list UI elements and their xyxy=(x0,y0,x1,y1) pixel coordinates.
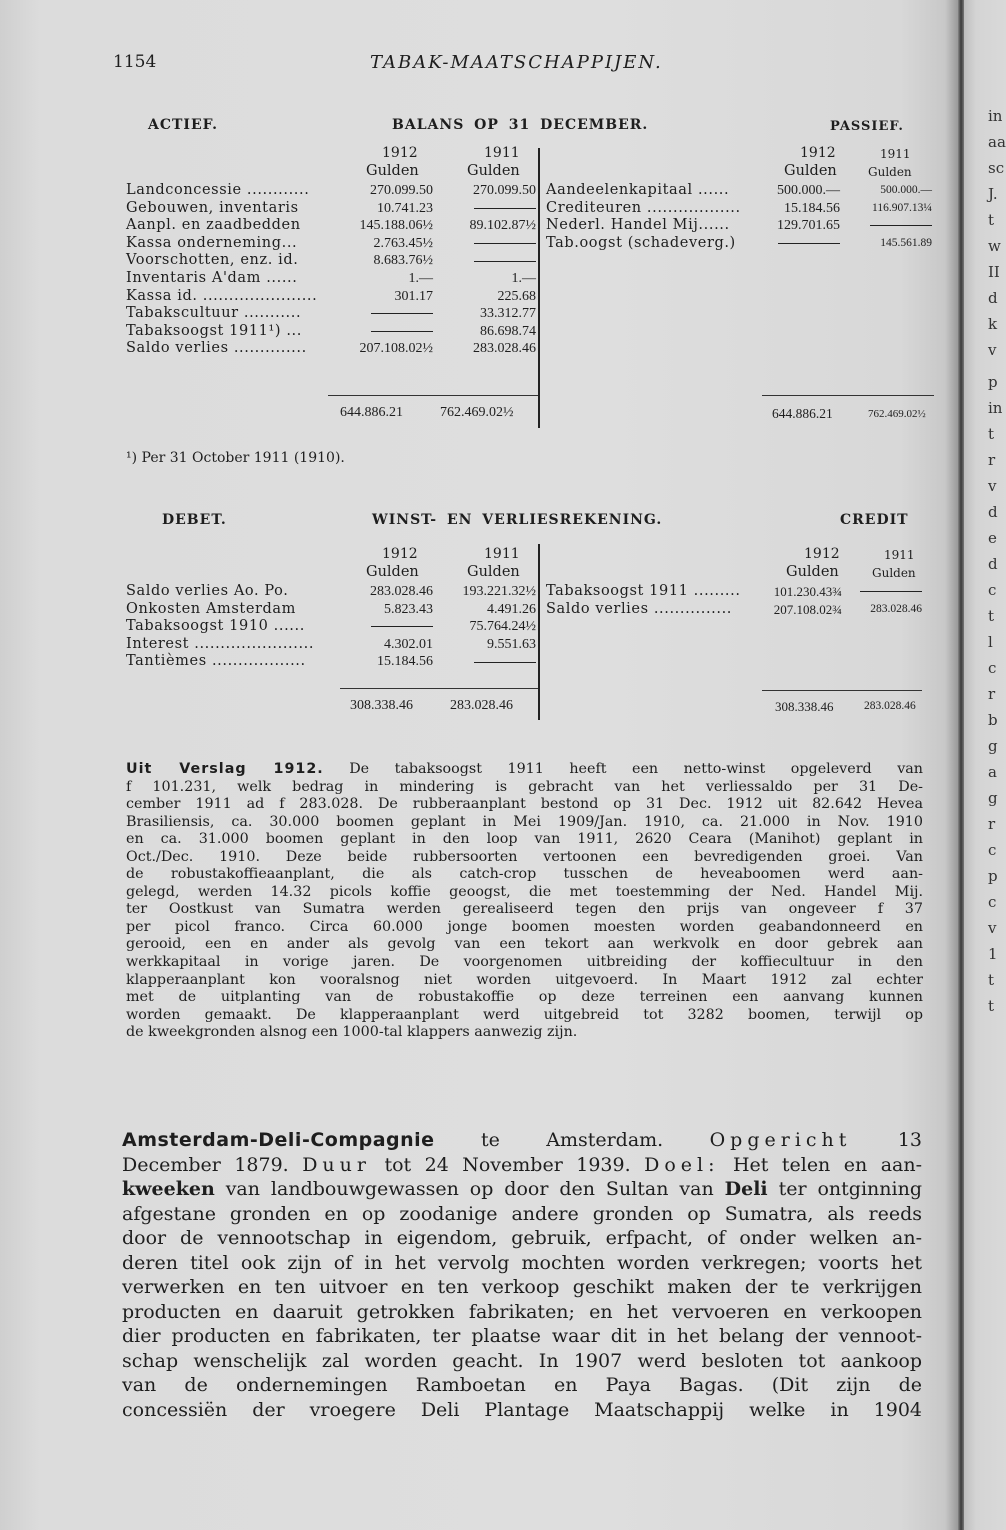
table-row: Kassa onderneming... 2.763.45½ xyxy=(126,235,536,253)
text-line: schap wenschelijk zal worden geacht. In 1907 werd besloten tot aankoop xyxy=(122,1349,922,1372)
running-title: TABAK-MAATSCHAPPIJEN. xyxy=(370,52,663,73)
text-line: ter Oostkust van Sumatra werden gerealiseerd tegen den prijs van ongeveer f 37 xyxy=(126,901,923,918)
text-line: klapperaanplant kon vooralsnog niet worden uitgevoerd. In Maart 1912 zal echter xyxy=(126,971,923,988)
text-line: dier producten en fabrikaten, ter plaatse waar dit in het belang der vennoot- xyxy=(122,1325,922,1347)
text-line: deren titel ook zijn of in het vervolg mochten worden verkregen; voorts het xyxy=(122,1251,922,1274)
text-line: door de vennootschap in eigendom, gebruik, erfpacht, of onder welken an- xyxy=(122,1227,922,1249)
adjacent-text-fragment: t xyxy=(988,971,995,989)
credit-table xyxy=(546,583,922,618)
text-line: gerooid, een en ander als gevolg van een tekort aan werkvolk en door gebrek aan xyxy=(126,936,923,953)
adjacent-text-fragment: II xyxy=(988,263,1000,281)
text-line: producten en daaruit getrokken fabrikaten; en het vervoeren en verkoopen xyxy=(122,1300,922,1323)
page-number: 1154 xyxy=(113,52,157,72)
text-line: werkkapitaal in vorige jaren. De voorgenomen uitbreiding der koffiecultuur in den xyxy=(126,954,923,971)
adjacent-text-fragment: sc xyxy=(988,159,1005,177)
text-line: Uit Verslag 1912. De tabaksoogst 1911 heeft een netto-winst opgeleverd van xyxy=(126,761,923,777)
adjacent-text-fragment: p xyxy=(988,373,998,391)
table-row: Aandeelenkapitaal ...... 500.000.— 500.000.— xyxy=(546,182,932,198)
table-row: Tabaksoogst 1911¹) ... 86.698.74 xyxy=(126,322,536,339)
table-row: Kassa id. ...................... 301.17 225.68 xyxy=(126,287,536,304)
credit-heading: CREDIT xyxy=(840,512,909,528)
text-line: Amsterdam-Deli-Compagnie te Amsterdam. Opgericht 13 xyxy=(122,1129,922,1151)
table-row: Crediteuren .................. 15.184.56 116.907.13¼ xyxy=(546,199,932,216)
nil-dash xyxy=(371,331,433,332)
col-unit: Gulden xyxy=(786,564,839,580)
col-year-1911: 1911 xyxy=(880,147,911,161)
adjacent-text-fragment: k xyxy=(988,315,998,333)
table-row: Tantièmes .................. 15.184.56 xyxy=(126,653,536,671)
adjacent-text-fragment: t xyxy=(988,997,995,1015)
nil-dash xyxy=(474,662,536,663)
adjacent-text-fragment: r xyxy=(988,685,996,703)
adjacent-text-fragment: c xyxy=(988,893,997,911)
adjacent-text-fragment: g xyxy=(988,789,998,807)
table-row: Tab.oogst (schadeverg.) 145.561.89 xyxy=(546,234,932,251)
passief-heading: PASSIEF. xyxy=(830,119,904,134)
text-line: gelegd, werden 14.32 picols koffie geoogst, die met toestemming der Ned. Handel Mij. xyxy=(126,883,923,900)
text-line: verwerken en ten uitvoer en ten verkoop geschikt maken der te verkrijgen xyxy=(122,1276,922,1298)
text-line: de kweekgronden alsnog een 1000-tal klappers aanwezig zijn. xyxy=(126,1024,578,1041)
adjacent-text-fragment: e xyxy=(988,529,997,547)
col-year-1911: 1911 xyxy=(884,548,915,562)
table-row: Saldo verlies ............... 207.108.02¾ 283.028.46 xyxy=(546,600,922,617)
text-line: van de ondernemingen Ramboetan en Paya Bagas. (Dit zijn de xyxy=(122,1374,922,1396)
table-row: Tabaksoogst 1911 ......... 101.230.43¾ xyxy=(546,583,922,601)
credit-total-1912: 308.338.46 xyxy=(775,699,834,714)
adjacent-text-fragment: t xyxy=(988,607,995,625)
adjacent-text-fragment: g xyxy=(988,737,998,755)
actief-total-1912: 644.886.21 xyxy=(340,405,403,420)
adjacent-text-fragment: d xyxy=(988,503,998,521)
col-year-1912: 1912 xyxy=(382,546,418,562)
table-row: Saldo verlies Ao. Po. 283.028.46 193.221.32½ xyxy=(126,583,536,599)
text-line: December 1879. Duur tot 24 November 1939. Doel: Het telen en aan- xyxy=(122,1153,923,1176)
table-row: Inventaris A'dam ...... 1.— 1.— xyxy=(126,269,536,286)
col-unit: Gulden xyxy=(784,163,837,179)
table-row: Saldo verlies .............. 207.108.02½ 283.028.46 xyxy=(126,340,536,357)
nil-dash xyxy=(474,243,536,244)
adjacent-text-fragment: J. xyxy=(988,185,998,203)
adjacent-text-fragment: b xyxy=(988,711,998,729)
adjacent-text-fragment: in xyxy=(988,107,1003,125)
credit-total-1911: 283.028.46 xyxy=(864,700,916,712)
total-rule xyxy=(328,395,538,396)
col-unit: Gulden xyxy=(868,165,912,179)
debet-total-1911: 283.028.46 xyxy=(450,698,513,713)
text-line: kweeken van landbouwgewassen op door den Sultan van Deli ter ontginning xyxy=(122,1178,922,1200)
adjacent-page-edge xyxy=(964,0,1006,1530)
col-unit: Gulden xyxy=(366,564,419,580)
column-divider xyxy=(538,544,540,720)
adjacent-text-fragment: c xyxy=(988,841,997,859)
balans-heading: BALANS OP 31 DECEMBER. xyxy=(392,117,649,133)
adjacent-text-fragment: d xyxy=(988,289,998,307)
adjacent-text-fragment: a xyxy=(988,763,997,781)
text-line: Brasiliensis, ca. 30.000 boomen geplant in Mei 1909/Jan. 1910, ca. 21.000 in Nov. 1910 xyxy=(126,813,923,830)
col-year-1912: 1912 xyxy=(382,145,418,161)
nil-dash xyxy=(778,243,840,244)
nil-dash xyxy=(474,261,536,262)
text-line: worden gemaakt. De klapperaanplant werd uitgebreid tot 3282 boomen, terwijl op xyxy=(126,1006,923,1023)
company-name: Amsterdam-Deli-Compagnie xyxy=(122,1129,435,1151)
debet-heading: DEBET. xyxy=(162,512,227,528)
adjacent-text-fragment: v xyxy=(988,477,997,495)
adjacent-text-fragment: 1 xyxy=(988,945,998,963)
total-rule xyxy=(762,690,922,691)
col-year-1912: 1912 xyxy=(804,546,840,562)
col-year-1911: 1911 xyxy=(484,546,520,562)
text-line: de robustakoffieaanplant, die als catch-crop tusschen de heveaboomen werd aan- xyxy=(126,866,923,883)
adjacent-text-fragment: t xyxy=(988,211,995,229)
verslag-lead: Uit Verslag 1912. xyxy=(126,761,324,777)
col-year-1912: 1912 xyxy=(800,145,836,161)
winst-verlies-heading: WINST- EN VERLIESREKENING. xyxy=(372,512,663,528)
debet-total-1912: 308.338.46 xyxy=(350,698,413,713)
adjacent-text-fragment: aa xyxy=(988,133,1006,151)
passief-total-1911: 762.469.02½ xyxy=(868,408,926,420)
col-unit: Gulden xyxy=(467,564,520,580)
passief-table xyxy=(546,182,932,252)
table-row: Nederl. Handel Mij...... 129.701.65 xyxy=(546,217,932,235)
text-line: Oct./Dec. 1910. Deze beide rubbersoorten vertoonen een bevredigenden groei. Van xyxy=(126,848,923,865)
table-row: Voorschotten, enz. id. 8.683.76½ xyxy=(126,252,536,270)
debet-table xyxy=(126,583,536,671)
text-line: cember 1911 ad f 283.028. De rubberaanplant bestond op 31 Dec. 1912 uit 82.642 Hevea xyxy=(126,796,923,813)
text-line: concessiën der vroegere Deli Plantage Maatschappij welke in 1904 xyxy=(122,1398,922,1421)
nil-dash xyxy=(371,313,433,314)
company-entry xyxy=(122,1128,922,1422)
actief-table xyxy=(126,182,536,358)
adjacent-text-fragment: c xyxy=(988,581,997,599)
nil-dash xyxy=(474,208,536,209)
text-line: met de uitplanting van de robustakoffie op deze terreinen een aanvang kunnen xyxy=(126,989,923,1006)
adjacent-text-fragment: v xyxy=(988,341,997,359)
adjacent-text-fragment: c xyxy=(988,659,997,677)
text-line: en ca. 31.000 boomen geplant in den loop van 1911, 2620 Ceara (Manihot) geplant in xyxy=(126,831,923,848)
adjacent-text-fragment: l xyxy=(988,633,993,651)
nil-dash xyxy=(860,591,922,592)
total-rule xyxy=(340,688,538,689)
text-line: per picol franco. Circa 60.000 jonge boomen moesten worden geabandonneerd en xyxy=(126,918,923,935)
footnote: ¹) Per 31 October 1911 (1910). xyxy=(126,450,345,466)
text-line: f 101.231, welk bedrag in mindering is gebracht van het verliessaldo per 31 De- xyxy=(126,778,923,795)
nil-dash xyxy=(371,626,433,627)
adjacent-text-fragment: d xyxy=(988,555,998,573)
table-row: Interest ....................... 4.302.01 9.551.63 xyxy=(126,635,536,652)
table-row: Aanpl. en zaadbedden 145.188.06½ 89.102.87½ xyxy=(126,217,536,234)
col-year-1911: 1911 xyxy=(484,145,520,161)
table-row: Tabakscultuur ........... 33.312.77 xyxy=(126,305,536,322)
nil-dash xyxy=(870,225,932,226)
passief-total-1912: 644.886.21 xyxy=(772,406,833,421)
col-unit: Gulden xyxy=(366,163,419,179)
text-line: afgestane gronden en op zoodanige andere gronden op Sumatra, als reeds xyxy=(122,1202,922,1225)
actief-heading: ACTIEF. xyxy=(148,117,219,133)
adjacent-text-fragment: t xyxy=(988,425,995,443)
actief-total-1911: 762.469.02½ xyxy=(440,405,514,420)
table-row: Gebouwen, inventaris 10.741.23 xyxy=(126,200,536,218)
adjacent-text-fragment: v xyxy=(988,919,997,937)
adjacent-text-fragment: in xyxy=(988,399,1003,417)
col-unit: Gulden xyxy=(872,566,916,580)
adjacent-text-fragment: r xyxy=(988,451,996,469)
table-row: Tabaksoogst 1910 ...... 75.764.24½ xyxy=(126,618,536,635)
col-unit: Gulden xyxy=(467,163,520,179)
adjacent-text-fragment: p xyxy=(988,867,998,885)
column-divider xyxy=(538,148,540,428)
adjacent-text-fragment: w xyxy=(988,237,1001,255)
verslag-paragraph xyxy=(126,761,923,1042)
adjacent-text-fragment: r xyxy=(988,815,996,833)
total-rule xyxy=(762,395,934,396)
table-row: Landconcessie ............ 270.099.50 270.099.50 xyxy=(126,182,536,198)
table-row: Onkosten Amsterdam 5.823.43 4.491.26 xyxy=(126,600,536,617)
